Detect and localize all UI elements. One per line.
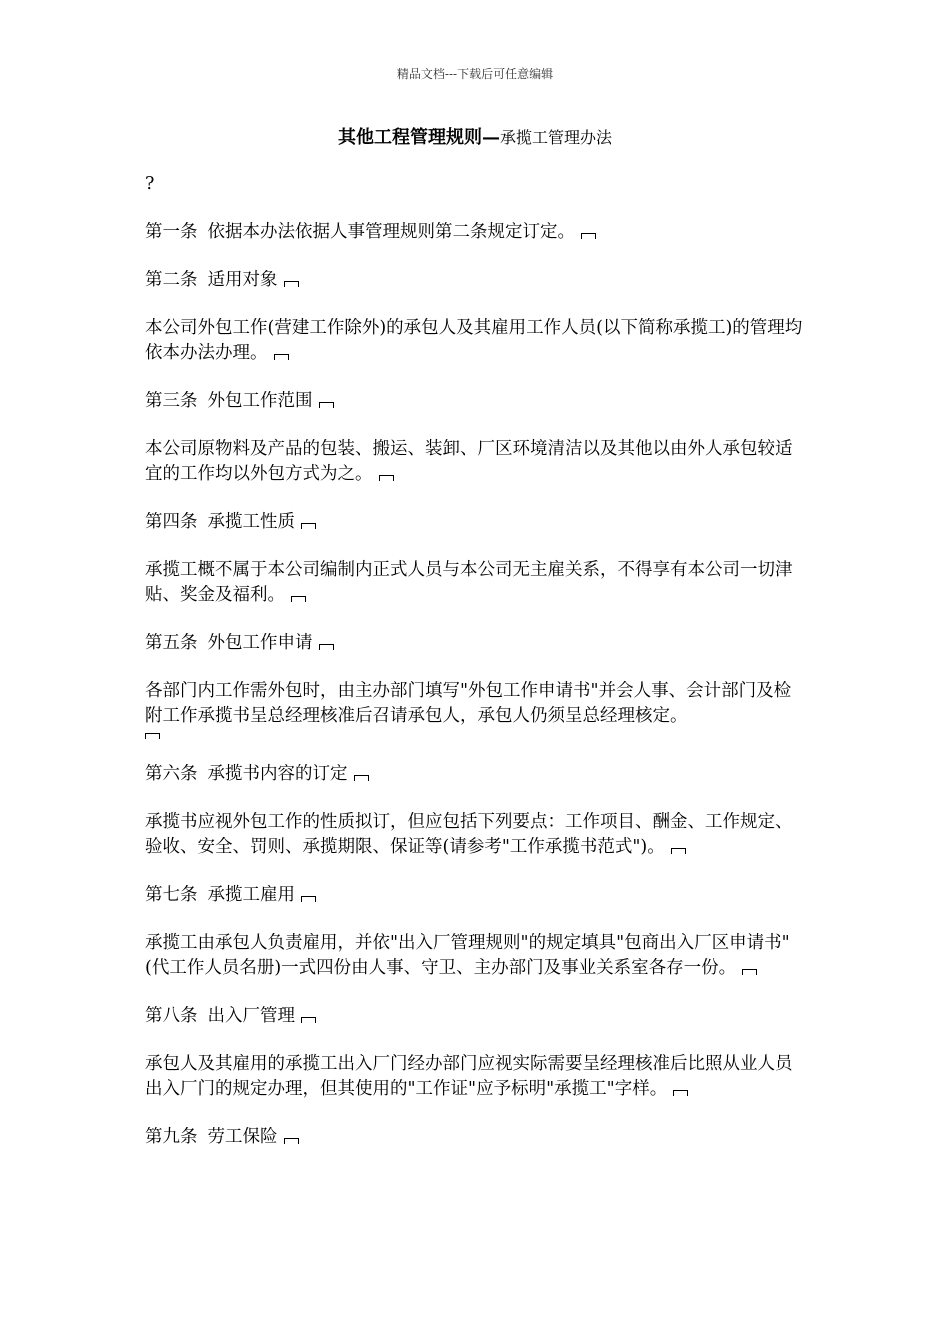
article-8-body [145,1052,807,1102]
article-4 [145,510,807,535]
article-8 [145,1004,807,1029]
body-text: 承揽书应视外包工作的性质拟订，但应包括下列要点：工作项目、酬金、工作规定、验收、安全、罚则、承揽期限、保证等(请参考"工作承揽书范式")。 [145,812,793,857]
title-main: 其他工程管理规则— [337,127,500,148]
article-text: 出入厂管理 [207,1006,295,1026]
document-title [0,126,950,150]
paragraph-mark-icon [274,354,289,360]
article-label: 第五条 [145,633,198,653]
article-text: 依据本办法依据人事管理规则第二条规定订定。 [207,222,575,242]
article-3-body [145,437,807,487]
paragraph-mark-icon [301,1017,316,1023]
article-5-body [145,679,807,739]
paragraph-mark-icon [379,475,394,481]
paragraph-mark-icon [319,644,334,650]
article-4-body [145,558,807,608]
body-text: 本公司原物料及产品的包装、搬运、装卸、厂区环境清洁以及其他以由外人承包较适宜的工作均以外包方式为之。 [145,439,793,484]
article-6-body [145,810,807,860]
article-3 [145,389,807,414]
article-text: 承揽工雇用 [207,885,295,905]
article-label: 第一条 [145,222,198,242]
article-2 [145,268,807,293]
paragraph-mark-icon [291,596,306,602]
article-text: 适用对象 [207,270,278,290]
paragraph-mark-icon [673,1090,688,1096]
article-1 [145,220,807,245]
paragraph-mark-icon [284,281,299,287]
paragraph-mark-icon [319,402,334,408]
article-label: 第三条 [145,391,198,411]
paragraph-mark-icon [301,896,316,902]
body-text: 承包人及其雇用的承揽工出入厂门经办部门应视实际需要呈经理核准后比照从业人员出入厂门的规定办理，但其使用的"工作证"应予标明"承揽工"字样。 [145,1054,793,1099]
title-sub: 承揽工管理办法 [499,128,612,147]
article-5 [145,631,807,656]
question-mark: ? [145,174,155,194]
document-body [145,172,807,1173]
article-text: 外包工作范围 [207,391,313,411]
article-label: 第四条 [145,512,198,532]
article-9 [145,1125,807,1150]
article-label: 第六条 [145,764,198,784]
article-text: 外包工作申请 [207,633,313,653]
paragraph-mark-icon [671,848,686,854]
article-label: 第八条 [145,1006,198,1026]
body-text: 承揽工概不属于本公司编制内正式人员与本公司无主雇关系，不得享有本公司一切津贴、奖金及福利。 [145,560,793,605]
article-7-body [145,931,807,981]
paragraph-mark-icon [354,775,369,781]
paragraph-mark-icon [301,523,316,529]
body-text: 承揽工由承包人负责雇用，并依"出入厂管理规则"的规定填具"包商出入厂区申请书"(代工作人员名册)一式四份由人事、守卫、主办部门及事业关系室各存一份。 [145,933,790,978]
article-label: 第二条 [145,270,198,290]
paragraph-mark-icon [145,733,160,739]
article-7 [145,883,807,908]
article-6 [145,762,807,787]
paragraph-mark-icon [742,969,757,975]
article-text: 劳工保险 [207,1127,278,1147]
article-text: 承揽书内容的订定 [207,764,348,784]
article-text: 承揽工性质 [207,512,295,532]
paragraph-mark-icon [284,1138,299,1144]
article-label: 第九条 [145,1127,198,1147]
article-label: 第七条 [145,885,198,905]
header-note: 精品文档---下载后可任意编辑 [396,67,554,81]
body-text: 各部门内工作需外包时，由主办部门填写"外包工作申请书"并会人事、会计部门及检附工作承揽书呈总经理核准后召请承包人，承包人仍须呈总经理核定。 [145,681,792,726]
body-text: 本公司外包工作(营建工作除外)的承包人及其雇用工作人员(以下简称承揽工)的管理均依本办法办理。 [145,318,803,363]
paragraph-mark-icon [581,233,596,239]
article-2-body [145,316,807,366]
